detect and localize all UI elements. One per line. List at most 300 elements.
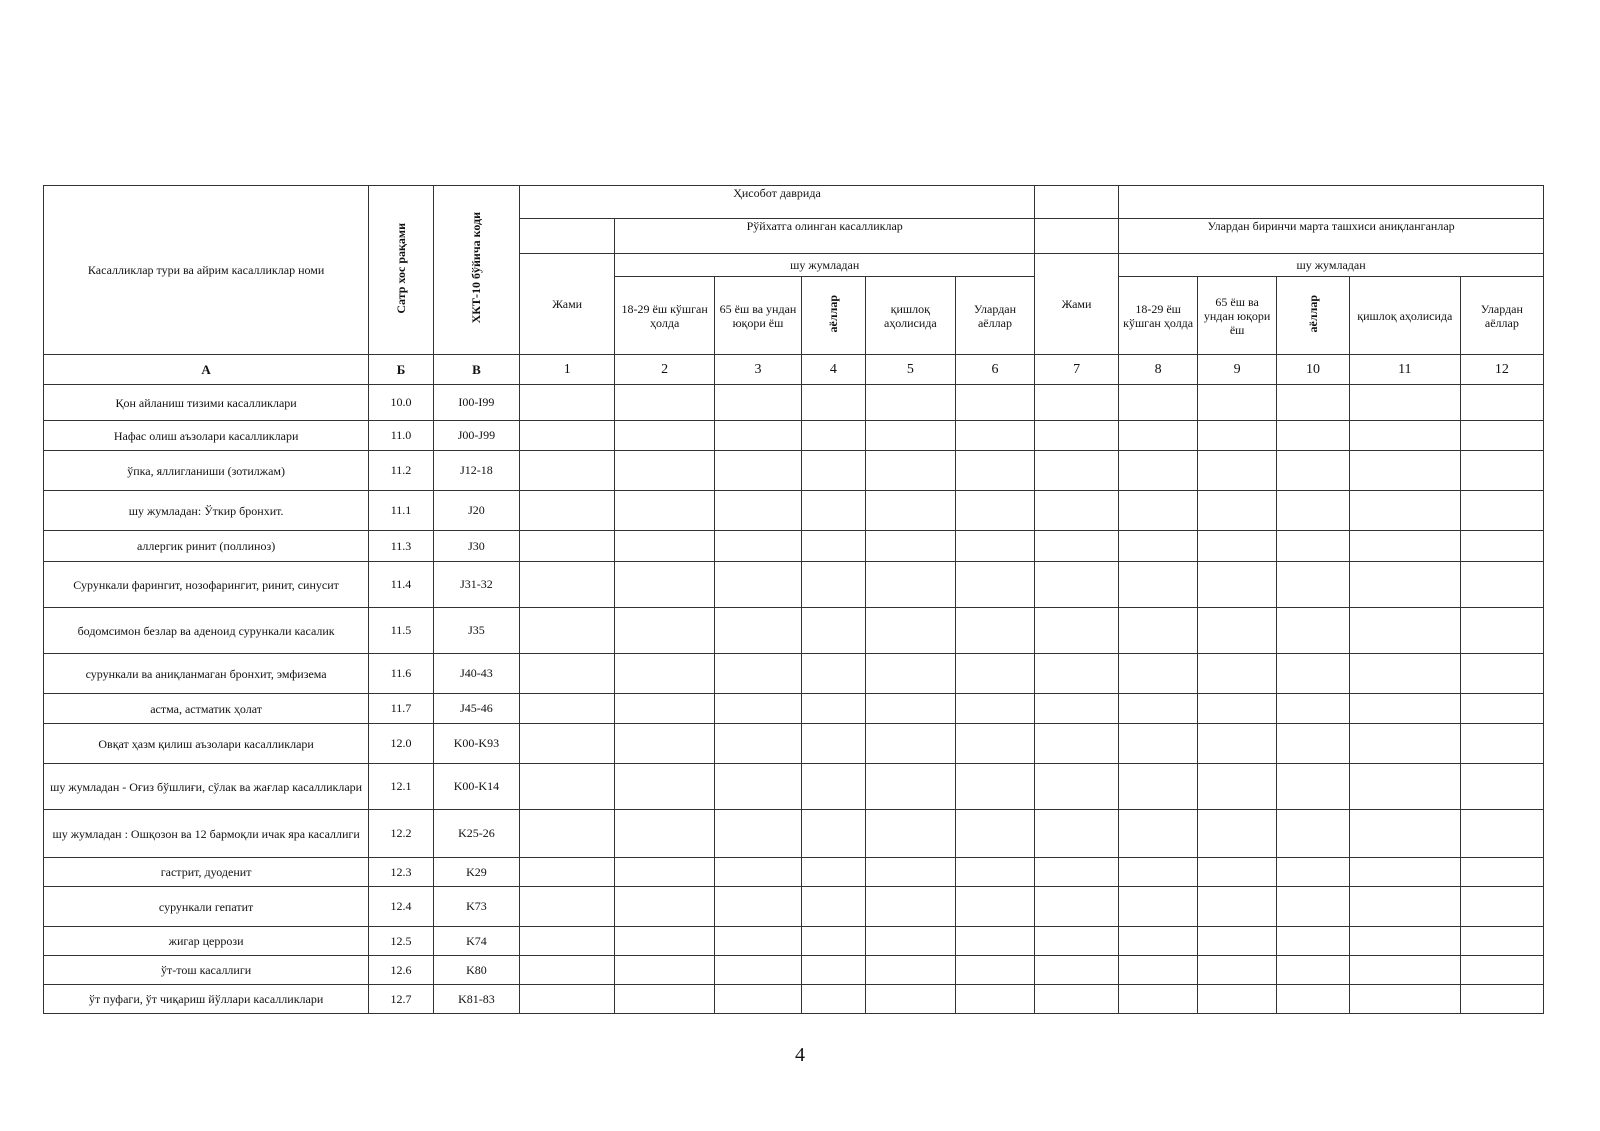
data-entry-cell[interactable] [520,858,615,887]
row-number-cell: 11.1 [369,491,434,531]
data-entry-cell[interactable] [615,491,715,531]
column-number: 6 [955,355,1034,385]
data-entry-cell[interactable] [1277,956,1350,985]
data-entry-cell[interactable] [520,810,615,858]
data-entry-cell[interactable] [1035,451,1119,491]
table-row [44,764,1544,810]
data-entry-cell[interactable] [802,491,866,531]
data-entry-cell[interactable] [955,654,1034,694]
icd-code-cell: K73 [433,887,519,927]
right-of-them-women-header: Улардан аёллар [1460,277,1543,355]
data-entry-cell[interactable] [955,694,1034,724]
data-entry-cell[interactable] [1349,810,1460,858]
data-entry-cell[interactable] [615,421,715,451]
column-number: 2 [615,355,715,385]
data-entry-cell[interactable] [1119,385,1198,421]
icd-code-cell: J35 [433,608,519,654]
icd-code-cell: J20 [433,491,519,531]
data-entry-cell[interactable] [1035,562,1119,608]
icd-code-cell: K81-83 [433,985,519,1014]
right-rural-header: қишлоқ аҳолисида [1349,277,1460,355]
data-entry-cell[interactable] [714,764,801,810]
disease-name-cell: шу жумладан: Ўткир бронхит. [44,491,369,531]
data-entry-cell[interactable] [955,451,1034,491]
data-entry-cell[interactable] [1349,451,1460,491]
data-entry-cell[interactable] [955,927,1034,956]
data-entry-cell[interactable] [865,531,955,562]
data-entry-cell[interactable] [1277,694,1350,724]
data-entry-cell[interactable] [1119,927,1198,956]
table-row [44,694,1544,724]
data-entry-cell[interactable] [520,654,615,694]
data-entry-cell[interactable] [1460,385,1543,421]
data-entry-cell[interactable] [865,385,955,421]
data-entry-cell[interactable] [802,927,866,956]
data-entry-cell[interactable] [1460,421,1543,451]
data-entry-cell[interactable] [520,887,615,927]
data-entry-cell[interactable] [1277,608,1350,654]
disease-name-cell: сурункали гепатит [44,887,369,927]
data-entry-cell[interactable] [802,724,866,764]
row-number-header: Сатр хос рақами [369,186,434,355]
data-entry-cell[interactable] [714,608,801,654]
data-entry-cell[interactable] [865,562,955,608]
data-entry-cell[interactable] [1277,562,1350,608]
data-entry-cell[interactable] [520,451,615,491]
row-number-cell: 11.4 [369,562,434,608]
column-number: 11 [1349,355,1460,385]
column-numbering-row [44,355,1544,385]
data-entry-cell[interactable] [1035,608,1119,654]
column-number: 1 [520,355,615,385]
column-number: Б [369,355,434,385]
data-entry-cell[interactable] [802,985,866,1014]
empty-header-cell [1035,219,1119,254]
data-entry-cell[interactable] [1277,724,1350,764]
registered-diseases-header: Рўйхатга олинган касалликлар [615,219,1035,254]
data-entry-cell[interactable] [615,694,715,724]
data-entry-cell[interactable] [1460,724,1543,764]
table-row [44,887,1544,927]
data-entry-cell[interactable] [1035,985,1119,1014]
data-entry-cell[interactable] [955,385,1034,421]
data-entry-cell[interactable] [1277,927,1350,956]
data-entry-cell[interactable] [865,724,955,764]
data-entry-cell[interactable] [802,764,866,810]
data-entry-cell[interactable] [865,608,955,654]
data-entry-cell[interactable] [865,764,955,810]
data-entry-cell[interactable] [714,810,801,858]
disease-name-cell: аллергик ринит (поллиноз) [44,531,369,562]
data-entry-cell[interactable] [1119,724,1198,764]
row-number-cell: 11.0 [369,421,434,451]
row-number-cell: 12.1 [369,764,434,810]
icd-code-cell: J40-43 [433,654,519,694]
data-entry-cell[interactable] [1349,562,1460,608]
data-entry-cell[interactable] [1035,810,1119,858]
data-entry-cell[interactable] [1035,927,1119,956]
data-entry-cell[interactable] [1460,985,1543,1014]
row-number-cell: 11.5 [369,608,434,654]
data-entry-cell[interactable] [1035,694,1119,724]
column-number: 3 [714,355,801,385]
data-entry-cell[interactable] [1035,724,1119,764]
data-entry-cell[interactable] [615,927,715,956]
disease-name-cell: Қон айланиш тизими касалликлари [44,385,369,421]
data-entry-cell[interactable] [1198,531,1277,562]
disease-name-cell: Нафас олиш аъзолари касалликлари [44,421,369,451]
data-entry-cell[interactable] [1349,491,1460,531]
data-entry-cell[interactable] [1277,531,1350,562]
data-entry-cell[interactable] [1035,385,1119,421]
left-total-header: Жами [520,254,615,355]
data-entry-cell[interactable] [865,985,955,1014]
data-entry-cell[interactable] [1119,956,1198,985]
data-entry-cell[interactable] [1198,562,1277,608]
data-entry-cell[interactable] [615,562,715,608]
empty-header-cell [1119,186,1544,219]
data-entry-cell[interactable] [520,985,615,1014]
icd-code-cell: K74 [433,927,519,956]
data-entry-cell[interactable] [1198,764,1277,810]
icd-code-cell: K00-K93 [433,724,519,764]
left-women-header: аёллар [802,277,866,355]
table-row [44,562,1544,608]
data-entry-cell[interactable] [955,491,1034,531]
data-entry-cell[interactable] [1198,654,1277,694]
data-entry-cell[interactable] [1035,956,1119,985]
row-number-cell: 12.6 [369,956,434,985]
column-number: 10 [1277,355,1350,385]
row-number-cell: 12.4 [369,887,434,927]
data-entry-cell[interactable] [1198,608,1277,654]
data-entry-cell[interactable] [1119,451,1198,491]
data-entry-cell[interactable] [714,927,801,956]
data-entry-cell[interactable] [955,608,1034,654]
data-entry-cell[interactable] [615,608,715,654]
data-entry-cell[interactable] [955,562,1034,608]
table-row [44,956,1544,985]
table-row [44,531,1544,562]
data-entry-cell[interactable] [1035,654,1119,694]
right-age-18-29-header: 18-29 ёш кўшган ҳолда [1119,277,1198,355]
data-entry-cell[interactable] [1119,858,1198,887]
data-entry-cell[interactable] [1460,810,1543,858]
data-entry-cell[interactable] [1119,562,1198,608]
data-entry-cell[interactable] [1349,887,1460,927]
data-entry-cell[interactable] [615,724,715,764]
data-entry-cell[interactable] [1460,956,1543,985]
icd-code-cell: K00-K14 [433,764,519,810]
disease-name-cell: шу жумладан - Оғиз бўшлиғи, сўлак ва жағлар касалликлари [44,764,369,810]
data-entry-cell[interactable] [1198,421,1277,451]
column-number: 5 [865,355,955,385]
row-number-cell: 12.0 [369,724,434,764]
data-entry-cell[interactable] [615,451,715,491]
data-entry-cell[interactable] [1277,764,1350,810]
data-entry-cell[interactable] [1460,491,1543,531]
data-entry-cell[interactable] [865,451,955,491]
period-header: Ҳисобот даврида [520,186,1035,219]
row-number-cell: 11.7 [369,694,434,724]
icd-code-cell: K29 [433,858,519,887]
data-entry-cell[interactable] [1119,531,1198,562]
data-entry-cell[interactable] [1349,421,1460,451]
disease-name-cell: астма, астматик ҳолат [44,694,369,724]
data-entry-cell[interactable] [802,956,866,985]
data-entry-cell[interactable] [1349,724,1460,764]
table-row [44,927,1544,956]
data-entry-cell[interactable] [1198,451,1277,491]
data-entry-cell[interactable] [1460,927,1543,956]
data-entry-cell[interactable] [615,385,715,421]
page-number: 4 [795,1044,805,1066]
disease-name-cell: бодомсимон безлар ва аденоид сурункали касалик [44,608,369,654]
data-entry-cell[interactable] [1119,810,1198,858]
data-entry-cell[interactable] [1198,956,1277,985]
data-entry-cell[interactable] [1460,887,1543,927]
table-row [44,654,1544,694]
disease-name-cell: жигар церрози [44,927,369,956]
data-entry-cell[interactable] [1277,491,1350,531]
data-entry-cell[interactable] [802,451,866,491]
data-entry-cell[interactable] [1119,421,1198,451]
data-entry-cell[interactable] [520,956,615,985]
data-entry-cell[interactable] [615,887,715,927]
disease-name-cell: ўпка, яллигланиши (зотилжам) [44,451,369,491]
data-entry-cell[interactable] [1277,858,1350,887]
data-entry-cell[interactable] [955,887,1034,927]
table-row [44,451,1544,491]
data-entry-cell[interactable] [615,858,715,887]
data-entry-cell[interactable] [1277,451,1350,491]
column-number: 9 [1198,355,1277,385]
data-entry-cell[interactable] [802,421,866,451]
table-row [44,421,1544,451]
row-number-cell: 10.0 [369,385,434,421]
data-entry-cell[interactable] [802,810,866,858]
data-entry-cell[interactable] [1460,451,1543,491]
data-entry-cell[interactable] [802,887,866,927]
data-entry-cell[interactable] [1349,654,1460,694]
data-entry-cell[interactable] [1119,694,1198,724]
data-entry-cell[interactable] [865,927,955,956]
right-including-header: шу жумладан [1119,254,1544,277]
data-entry-cell[interactable] [615,531,715,562]
data-entry-cell[interactable] [955,531,1034,562]
data-entry-cell[interactable] [1198,385,1277,421]
icd-code-cell: J30 [433,531,519,562]
data-entry-cell[interactable] [1198,810,1277,858]
disease-name-cell: шу жумладан : Ошқозон ва 12 бармоқли ичак яра касаллиги [44,810,369,858]
data-entry-cell[interactable] [615,985,715,1014]
data-entry-cell[interactable] [865,956,955,985]
data-entry-cell[interactable] [1198,887,1277,927]
row-number-cell: 11.6 [369,654,434,694]
data-entry-cell[interactable] [1277,887,1350,927]
data-entry-cell[interactable] [865,858,955,887]
data-entry-cell[interactable] [802,385,866,421]
data-entry-cell[interactable] [1119,985,1198,1014]
left-rural-header: қишлоқ аҳолисида [865,277,955,355]
data-entry-cell[interactable] [1035,531,1119,562]
data-entry-cell[interactable] [714,654,801,694]
right-age-65-plus-header: 65 ёш ва ундан юқори ёш [1198,277,1277,355]
data-entry-cell[interactable] [865,810,955,858]
table-row [44,608,1544,654]
data-entry-cell[interactable] [1349,608,1460,654]
first-diagnosed-header: Улардан биринчи марта ташхиси аниқланганлар [1119,219,1544,254]
data-entry-cell[interactable] [1349,694,1460,724]
data-entry-cell[interactable] [714,858,801,887]
data-entry-cell[interactable] [1277,654,1350,694]
data-entry-cell[interactable] [615,956,715,985]
data-entry-cell[interactable] [955,810,1034,858]
column-number: 7 [1035,355,1119,385]
data-entry-cell[interactable] [1035,764,1119,810]
column-number: 8 [1119,355,1198,385]
data-entry-cell[interactable] [1277,421,1350,451]
disease-name-cell: сурункали ва аниқланмаган бронхит, эмфизема [44,654,369,694]
data-entry-cell[interactable] [1198,858,1277,887]
disease-rows [44,385,1544,1014]
data-entry-cell[interactable] [1460,694,1543,724]
data-entry-cell[interactable] [714,385,801,421]
data-entry-cell[interactable] [1119,887,1198,927]
data-entry-cell[interactable] [1119,764,1198,810]
data-entry-cell[interactable] [955,724,1034,764]
data-entry-cell[interactable] [714,562,801,608]
table-row [44,985,1544,1014]
empty-header-cell [1035,186,1119,219]
icd-code-header: ХКТ-10 бўйича коди [433,186,519,355]
column-number: А [44,355,369,385]
data-entry-cell[interactable] [1349,858,1460,887]
data-entry-cell[interactable] [802,694,866,724]
data-entry-cell[interactable] [1198,927,1277,956]
data-entry-cell[interactable] [865,491,955,531]
table-row [44,810,1544,858]
data-entry-cell[interactable] [802,608,866,654]
icd-code-cell: J00-J99 [433,421,519,451]
data-entry-cell[interactable] [955,764,1034,810]
data-entry-cell[interactable] [955,858,1034,887]
disease-name-cell: гастрит, дуоденит [44,858,369,887]
data-entry-cell[interactable] [520,724,615,764]
icd-code-cell: J31-32 [433,562,519,608]
data-entry-cell[interactable] [865,421,955,451]
data-entry-cell[interactable] [1460,764,1543,810]
data-entry-cell[interactable] [615,654,715,694]
data-entry-cell[interactable] [520,531,615,562]
data-entry-cell[interactable] [1349,956,1460,985]
data-entry-cell[interactable] [1277,385,1350,421]
data-entry-cell[interactable] [1198,724,1277,764]
data-entry-cell[interactable] [1035,887,1119,927]
column-number: В [433,355,519,385]
icd-code-cell: J12-18 [433,451,519,491]
left-including-header: шу жумладан [615,254,1035,277]
data-entry-cell[interactable] [1119,491,1198,531]
data-entry-cell[interactable] [802,654,866,694]
table-row [44,724,1544,764]
data-entry-cell[interactable] [1460,858,1543,887]
row-number-cell: 12.7 [369,985,434,1014]
data-entry-cell[interactable] [615,810,715,858]
data-entry-cell[interactable] [520,562,615,608]
data-entry-cell[interactable] [802,562,866,608]
data-entry-cell[interactable] [865,654,955,694]
data-entry-cell[interactable] [1349,385,1460,421]
data-entry-cell[interactable] [520,608,615,654]
disease-name-header: Касалликлар тури ва айрим касалликлар номи [44,186,369,355]
data-entry-cell[interactable] [1460,654,1543,694]
icd-code-cell: J45-46 [433,694,519,724]
data-entry-cell[interactable] [714,694,801,724]
data-entry-cell[interactable] [1349,985,1460,1014]
data-entry-cell[interactable] [1277,810,1350,858]
data-entry-cell[interactable] [520,421,615,451]
left-age-18-29-header: 18-29 ёш кўшган ҳолда [615,277,715,355]
data-entry-cell[interactable] [1460,531,1543,562]
data-entry-cell[interactable] [955,956,1034,985]
data-entry-cell[interactable] [1035,421,1119,451]
data-entry-cell[interactable] [520,491,615,531]
data-entry-cell[interactable] [1198,694,1277,724]
data-entry-cell[interactable] [1198,491,1277,531]
right-women-header: аёллар [1277,277,1350,355]
data-entry-cell[interactable] [714,956,801,985]
data-entry-cell[interactable] [520,927,615,956]
data-entry-cell[interactable] [520,764,615,810]
data-entry-cell[interactable] [1119,654,1198,694]
data-entry-cell[interactable] [714,421,801,451]
data-entry-cell[interactable] [1198,985,1277,1014]
data-entry-cell[interactable] [865,694,955,724]
data-entry-cell[interactable] [955,421,1034,451]
data-entry-cell[interactable] [802,858,866,887]
table-row [44,858,1544,887]
column-number: 4 [802,355,866,385]
disease-name-cell: Сурункали фарингит, нозофарингит, ринит, синусит [44,562,369,608]
data-entry-cell[interactable] [865,887,955,927]
data-entry-cell[interactable] [1035,858,1119,887]
data-entry-cell[interactable] [1035,491,1119,531]
data-entry-cell[interactable] [1119,608,1198,654]
data-entry-cell[interactable] [714,531,801,562]
data-entry-cell[interactable] [615,764,715,810]
data-entry-cell[interactable] [520,385,615,421]
disease-name-cell: Овқат ҳазм қилиш аъзолари касалликлари [44,724,369,764]
data-entry-cell[interactable] [955,985,1034,1014]
data-entry-cell[interactable] [520,694,615,724]
data-entry-cell[interactable] [714,985,801,1014]
data-entry-cell[interactable] [1460,562,1543,608]
data-entry-cell[interactable] [714,887,801,927]
data-entry-cell[interactable] [1349,927,1460,956]
data-entry-cell[interactable] [1277,985,1350,1014]
data-entry-cell[interactable] [1349,531,1460,562]
data-entry-cell[interactable] [714,724,801,764]
left-age-65-plus-header: 65 ёш ва ундан юқори ёш [714,277,801,355]
data-entry-cell[interactable] [802,531,866,562]
row-number-cell: 11.3 [369,531,434,562]
data-entry-cell[interactable] [1460,608,1543,654]
data-entry-cell[interactable] [714,451,801,491]
data-entry-cell[interactable] [714,491,801,531]
data-entry-cell[interactable] [1349,764,1460,810]
table-row [44,491,1544,531]
